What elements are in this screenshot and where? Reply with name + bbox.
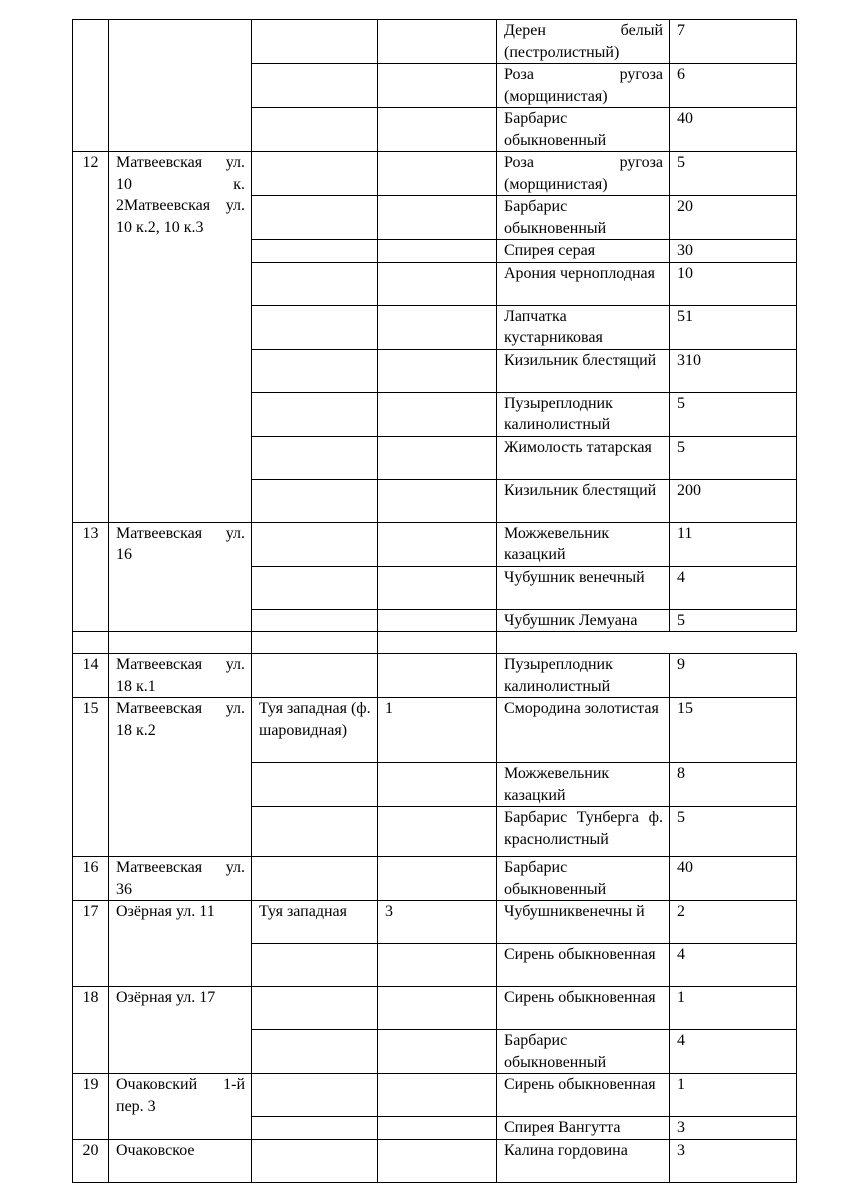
table-row	[73, 152, 797, 196]
table-row	[73, 522, 797, 566]
shrub-quantity-cell: 6	[670, 64, 797, 108]
table-row	[73, 698, 797, 763]
tree-species-cell	[252, 196, 378, 240]
tree-quantity-cell	[378, 262, 497, 305]
tree-quantity-cell	[378, 987, 497, 1030]
shrub-species-cell: Жимолость татарская	[497, 436, 670, 479]
tree-quantity-cell	[109, 632, 252, 654]
address-cell: Матвеевская ул. 16	[109, 522, 252, 632]
tree-quantity-cell: 1	[378, 698, 497, 763]
tree-species-cell	[252, 305, 378, 349]
tree-quantity-cell	[378, 479, 497, 522]
tree-quantity-cell	[378, 240, 497, 263]
tree-quantity-cell	[378, 349, 497, 392]
row-number: 14	[73, 654, 109, 698]
tree-quantity-cell	[378, 609, 497, 632]
tree-species-cell	[252, 64, 378, 108]
tree-quantity-cell	[378, 196, 497, 240]
tree-quantity-cell	[378, 1074, 497, 1117]
shrub-quantity-cell: 4	[670, 1030, 797, 1074]
tree-species-cell: Туя западная	[252, 901, 378, 944]
shrub-species-cell: Сирень обыкновенная	[497, 987, 670, 1030]
table-row	[73, 654, 797, 698]
tree-quantity-cell	[378, 1030, 497, 1074]
tree-species-cell	[73, 632, 109, 654]
row-number: 18	[73, 987, 109, 1074]
shrub-quantity-cell: 5	[670, 152, 797, 196]
tree-species-cell	[252, 609, 378, 632]
tree-species-cell	[252, 392, 378, 436]
shrub-quantity-cell: 7	[670, 20, 797, 64]
row-number: 16	[73, 857, 109, 901]
shrub-species-cell: Пузыреплодник калинолистный	[497, 654, 670, 698]
tree-species-cell	[252, 20, 378, 64]
tree-species-cell	[252, 436, 378, 479]
shrub-species-cell: Барбарис обыкновенный	[497, 857, 670, 901]
shrub-quantity-cell: 11	[670, 522, 797, 566]
shrub-quantity-cell: 5	[670, 609, 797, 632]
shrub-species-cell: Сирень обыкновенная	[497, 944, 670, 987]
shrub-species-cell: Барбарис обыкновенный	[497, 108, 670, 152]
table-row	[73, 987, 797, 1030]
row-number: 13	[73, 522, 109, 632]
tree-species-cell	[252, 763, 378, 807]
shrub-species-cell: Роза ругоза (морщинистая)	[497, 64, 670, 108]
tree-species-cell	[252, 108, 378, 152]
tree-species-cell	[252, 1139, 378, 1182]
shrub-species-cell: Спирея серая	[497, 240, 670, 263]
tree-species-cell	[252, 349, 378, 392]
address-cell: Матвеевская ул. 36	[109, 857, 252, 901]
shrub-species-cell: Смородина золотистая	[497, 698, 670, 763]
shrub-species-cell: Лапчатка кустарниковая	[497, 305, 670, 349]
shrub-quantity-cell: 3	[670, 1117, 797, 1140]
shrub-species-cell: Чубушниквенечны й	[497, 901, 670, 944]
row-number: 20	[73, 1139, 109, 1182]
tree-quantity-cell	[378, 763, 497, 807]
tree-quantity-cell	[378, 857, 497, 901]
address-cell: Матвеевская ул. 18 к.1	[109, 654, 252, 698]
address-cell: Озёрная ул. 11	[109, 901, 252, 987]
shrub-quantity-cell: 10	[670, 262, 797, 305]
tree-species-cell	[252, 857, 378, 901]
shrub-species-cell: Дерен белый (пестролистный)	[497, 20, 670, 64]
shrub-quantity-cell: 40	[670, 857, 797, 901]
table-row	[73, 1139, 797, 1182]
shrub-quantity-cell: 4	[670, 566, 797, 609]
shrub-species-cell	[252, 632, 378, 654]
shrub-quantity-cell: 1	[670, 1074, 797, 1117]
tree-quantity-cell	[378, 152, 497, 196]
tree-quantity-cell	[378, 1117, 497, 1140]
shrub-quantity-cell: 200	[670, 479, 797, 522]
shrub-quantity-cell: 9	[670, 654, 797, 698]
tree-species-cell: Туя западная (ф. шаровидная)	[252, 698, 378, 763]
row-number: 17	[73, 901, 109, 987]
shrub-species-cell: Арония черноплодная	[497, 262, 670, 305]
tree-quantity-cell	[378, 305, 497, 349]
shrub-species-cell: Можжевельник казацкий	[497, 763, 670, 807]
shrub-quantity-cell: 5	[670, 436, 797, 479]
row-number	[73, 20, 109, 152]
shrub-species-cell: Калина гордовина	[497, 1139, 670, 1182]
address-cell: Матвеевская ул. 10 к. 2Матвеевская ул. 10 к.2, 10 к.3	[109, 152, 252, 523]
shrub-quantity-cell: 5	[670, 807, 797, 857]
shrub-quantity-cell: 3	[670, 1139, 797, 1182]
shrub-species-cell: Роза ругоза (морщинистая)	[497, 152, 670, 196]
shrub-species-cell: Сирень обыкновенная	[497, 1074, 670, 1117]
shrub-species-cell: Кизильник блестящий	[497, 349, 670, 392]
tree-quantity-cell	[378, 522, 497, 566]
shrub-quantity-cell: 51	[670, 305, 797, 349]
shrub-quantity-cell: 1	[670, 987, 797, 1030]
tree-quantity-cell	[378, 20, 497, 64]
shrub-quantity-cell: 5	[670, 392, 797, 436]
tree-quantity-cell	[378, 108, 497, 152]
tree-species-cell	[252, 654, 378, 698]
table-row	[73, 857, 797, 901]
table-row	[73, 20, 797, 64]
shrub-quantity-cell: 2	[670, 901, 797, 944]
tree-quantity-cell	[378, 944, 497, 987]
plantings-table	[72, 19, 797, 1183]
shrub-quantity-cell: 30	[670, 240, 797, 263]
tree-quantity-cell	[378, 807, 497, 857]
tree-species-cell	[252, 1117, 378, 1140]
tree-species-cell	[252, 152, 378, 196]
tree-species-cell	[252, 1030, 378, 1074]
shrub-species-cell: Кизильник блестящий	[497, 479, 670, 522]
row-number: 15	[73, 698, 109, 857]
address-cell	[109, 20, 252, 152]
tree-species-cell	[252, 944, 378, 987]
shrub-species-cell: Чубушник Лемуана	[497, 609, 670, 632]
tree-quantity-cell	[378, 566, 497, 609]
tree-species-cell	[252, 240, 378, 263]
shrub-species-cell: Спирея Вангутта	[497, 1117, 670, 1140]
shrub-quantity-cell: 310	[670, 349, 797, 392]
row-number: 12	[73, 152, 109, 523]
address-cell: Матвеевская ул. 18 к.2	[109, 698, 252, 857]
shrub-species-cell: Пузыреплодник калинолистный	[497, 392, 670, 436]
address-cell: Очаковское	[109, 1139, 252, 1182]
table-row	[73, 1074, 797, 1117]
shrub-quantity-cell: 40	[670, 108, 797, 152]
table-row	[73, 901, 797, 944]
shrub-quantity-cell: 4	[670, 944, 797, 987]
tree-species-cell	[252, 987, 378, 1030]
address-cell: Очаковский 1-й пер. 3	[109, 1074, 252, 1140]
tree-quantity-cell	[378, 64, 497, 108]
shrub-species-cell: Барбарис обыкновенный	[497, 196, 670, 240]
shrub-species-cell: Можжевельник казацкий	[497, 522, 670, 566]
tree-quantity-cell	[378, 436, 497, 479]
shrub-species-cell: Барбарис обыкновенный	[497, 1030, 670, 1074]
tree-species-cell	[252, 522, 378, 566]
tree-species-cell	[252, 479, 378, 522]
tree-quantity-cell	[378, 392, 497, 436]
shrub-quantity-cell: 20	[670, 196, 797, 240]
shrub-species-cell: Барбарис Тунберга ф. краснолистный	[497, 807, 670, 857]
tree-species-cell	[252, 807, 378, 857]
shrub-quantity-cell: 8	[670, 763, 797, 807]
tree-species-cell	[252, 1074, 378, 1117]
tree-quantity-cell: 3	[378, 901, 497, 944]
tree-species-cell	[252, 262, 378, 305]
table-row-spacer	[73, 632, 797, 654]
shrub-species-cell: Чубушник венечный	[497, 566, 670, 609]
tree-species-cell	[252, 566, 378, 609]
tree-quantity-cell	[378, 654, 497, 698]
address-cell: Озёрная ул. 17	[109, 987, 252, 1074]
tree-quantity-cell	[378, 1139, 497, 1182]
shrub-quantity-cell	[378, 632, 497, 654]
row-number: 19	[73, 1074, 109, 1140]
shrub-quantity-cell: 15	[670, 698, 797, 763]
